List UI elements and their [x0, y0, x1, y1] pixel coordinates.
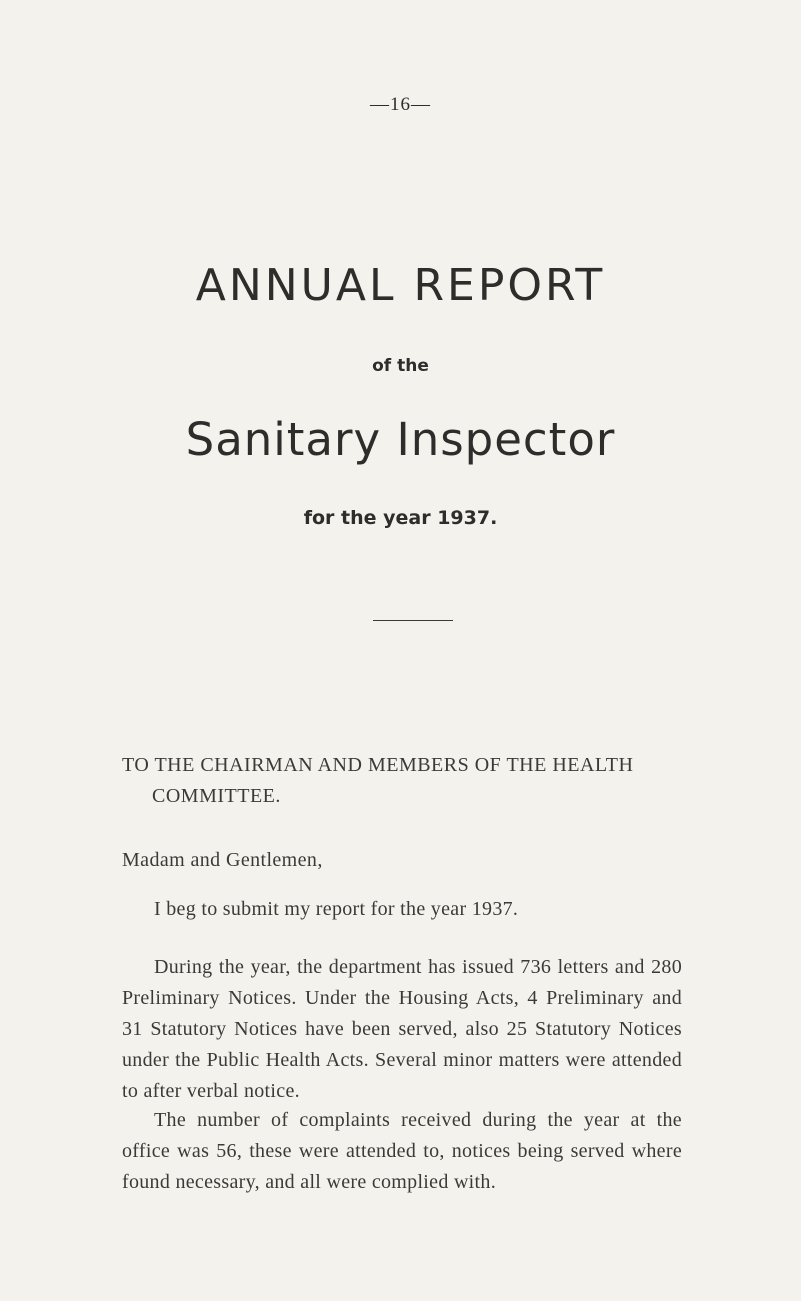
paragraph-3: [122, 1105, 682, 1198]
paragraph-2: [122, 952, 682, 1107]
paragraph-3-text: The number of complaints received during the year at the office was 56, these were attended to, notices being served where found necessary, and all were complied with.: [122, 1109, 682, 1193]
addressee-line-1: TO THE CHAIRMAN AND MEMBERS OF THE HEALTH: [122, 754, 634, 776]
addressee: [122, 750, 762, 812]
paragraph-1: [122, 894, 682, 925]
section-divider: [373, 620, 453, 621]
report-year-line: for the year 1937.: [303, 507, 498, 529]
title-connector: of the: [372, 356, 429, 376]
addressee-line-2: COMMITTEE.: [152, 785, 281, 807]
page-number: —16—: [370, 94, 431, 115]
paragraph-1-text: I beg to submit my report for the year 1937.: [154, 898, 519, 920]
salutation: Madam and Gentlemen,: [122, 849, 323, 871]
report-title: ANNUAL REPORT: [195, 260, 606, 311]
report-subtitle: Sanitary Inspector: [185, 413, 616, 466]
paragraph-2-text: During the year, the department has issued 736 letters and 280 Preliminary Notices. Under the Housing Acts, 4 Preliminary and 31 Statutory Notices have been served, also 25 Statutory Notices under the Public Health Acts. Several minor matters were attended to after verbal notice.: [122, 956, 682, 1102]
